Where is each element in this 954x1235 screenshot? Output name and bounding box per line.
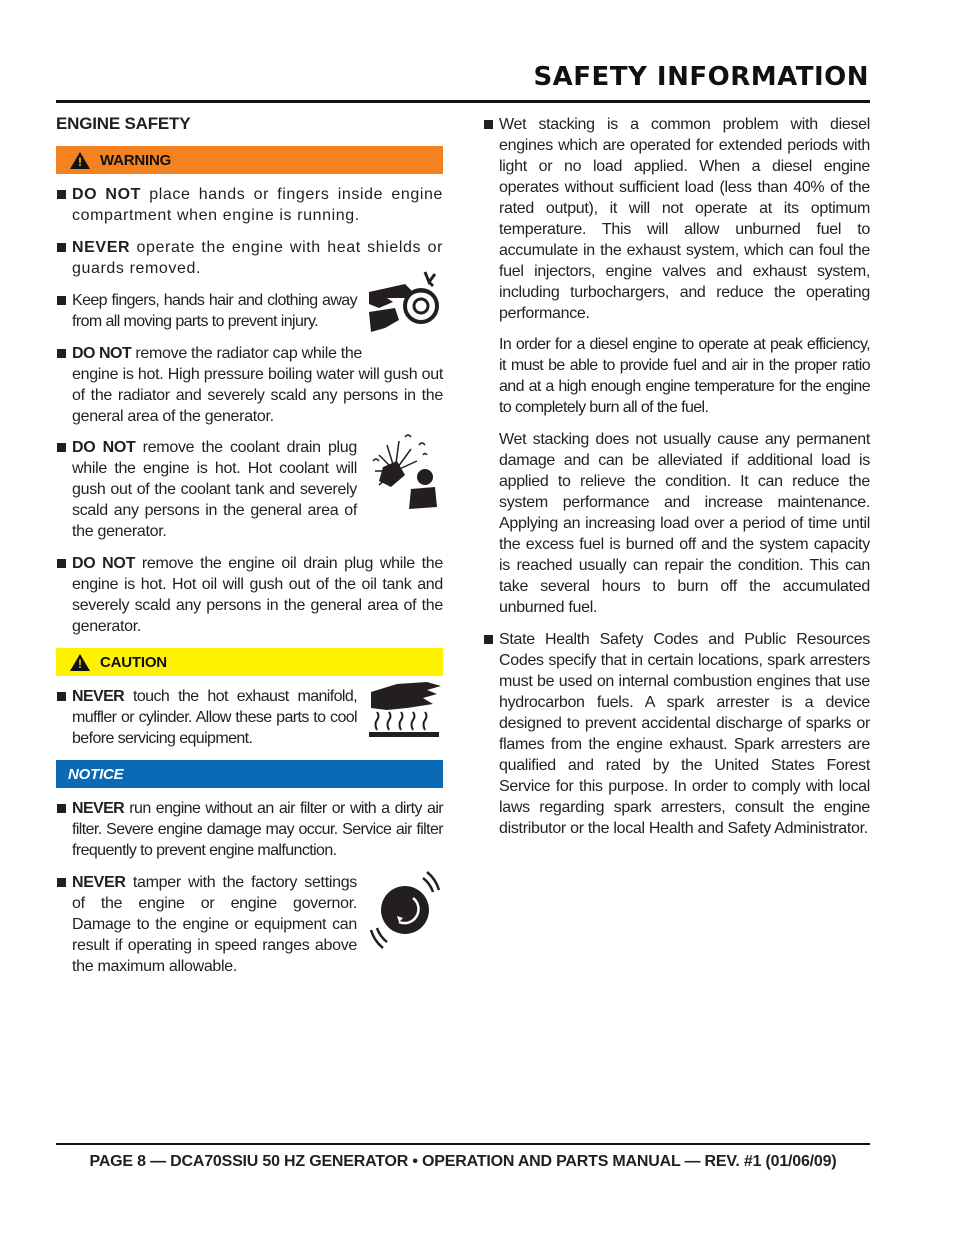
list-item: DO NOT remove the radiator cap while the engine is hot. High pressure boiling water will gush out of the radiator and severely scald any persons in the general area of the generator. [56,343,443,427]
list-item: Keep fingers, hands hair and clothing away from all moving parts to prevent injury. [56,290,443,332]
moving-parts-hand-icon [365,268,443,338]
header-rule [56,100,870,103]
list-item: DO NOT place hands or fingers inside engine compartment when engine is running. [56,184,443,226]
notice-bar [56,760,443,788]
list-item: State Health Safety Codes and Public Resources Codes specify that in certain locations, spark arresters must be used on internal combustion engines that use hydrocarbon fuels. A spark arrester is a device designed to prevent accidental discharge of sparks or flames from the engine exhaust. Spark arresters are qualified and rated by the United States Forest Service for this purpose. In order to comply with local laws regarding spark arresters, consult the engine distributor or the local Health and Safety Administrator. [483,629,870,839]
warning-label: WARNING [100,151,172,169]
paragraph: Wet stacking does not usually cause any permanent damage and can be alleviated if additional load is applied to relieve the condition. It can reduce the system performance and increase maintenance. Applying an increasing load over a period of time until the excess fuel is burned off and the system capacity is reached usually can repair the condition. This can take several hours to burn off the accumulated unburned fuel. [499,431,870,616]
caution-bar [56,648,443,676]
paragraph: In order for a diesel engine to operate at peak efficiency, it must be able to provide fuel and air in the proper ratio and at a high enough engine temperature for the engine to completely burn all of the fuel. [499,336,870,416]
left-column [56,114,443,988]
page-footer: PAGE 8 — DCA70SSIU 50 HZ GENERATOR • OPERATION AND PARTS MANUAL — REV. #1 (01/06/09) [89,1153,837,1170]
list-item: NEVER run engine without an air filter or with a dirty air filter. Severe engine damage may occur. Service air filter frequently to prevent engine malfunction. [56,798,443,861]
hot-surface-hand-icon [367,678,443,742]
footer-rule [56,1143,870,1145]
list-item: NEVER tamper with the factory settings of the engine or engine governor. Damage to the engine or equipment can result if operating in speed ranges above the maximum allowable. [56,872,443,977]
section-heading: ENGINE SAFETY [56,114,191,133]
caution-label: CAUTION [100,653,167,671]
warning-triangle-icon [70,152,90,169]
right-column [483,114,870,850]
page-title: SAFETY INFORMATION [533,62,869,92]
list-item: DO NOT remove the engine oil drain plug while the engine is hot. Hot oil will gush out of the oil tank and severely scald any persons in the general area of the generator. [56,553,443,637]
list-item: NEVER operate the engine with heat shields or guards removed. [56,237,443,279]
rotating-governor-icon [367,864,443,954]
list-item: DO NOT remove the coolant drain plug while the engine is hot. Hot coolant will gush out of the coolant tank and severely scald any persons in the general area of the generator. [56,437,443,542]
warning-triangle-icon [70,654,90,671]
list-item: NEVER touch the hot exhaust manifold, muffler or cylinder. Allow these parts to cool before servicing equipment. [56,686,443,749]
hot-coolant-spray-icon [365,431,443,513]
list-item: Wet stacking is a common problem with diesel engines which are operated for extended periods with light or no load applied. When a diesel engine operates without sufficient load (less than 40% of the rated output), it will not operate at its optimum temperature. This will allow unburned fuel to accumulate in the exhaust system, which can foul the fuel injectors, engine valves and exhaust system, including turbochargers, and reduce the operating performance. [483,114,870,324]
notice-label: NOTICE [68,765,124,783]
warning-bar [56,146,443,174]
